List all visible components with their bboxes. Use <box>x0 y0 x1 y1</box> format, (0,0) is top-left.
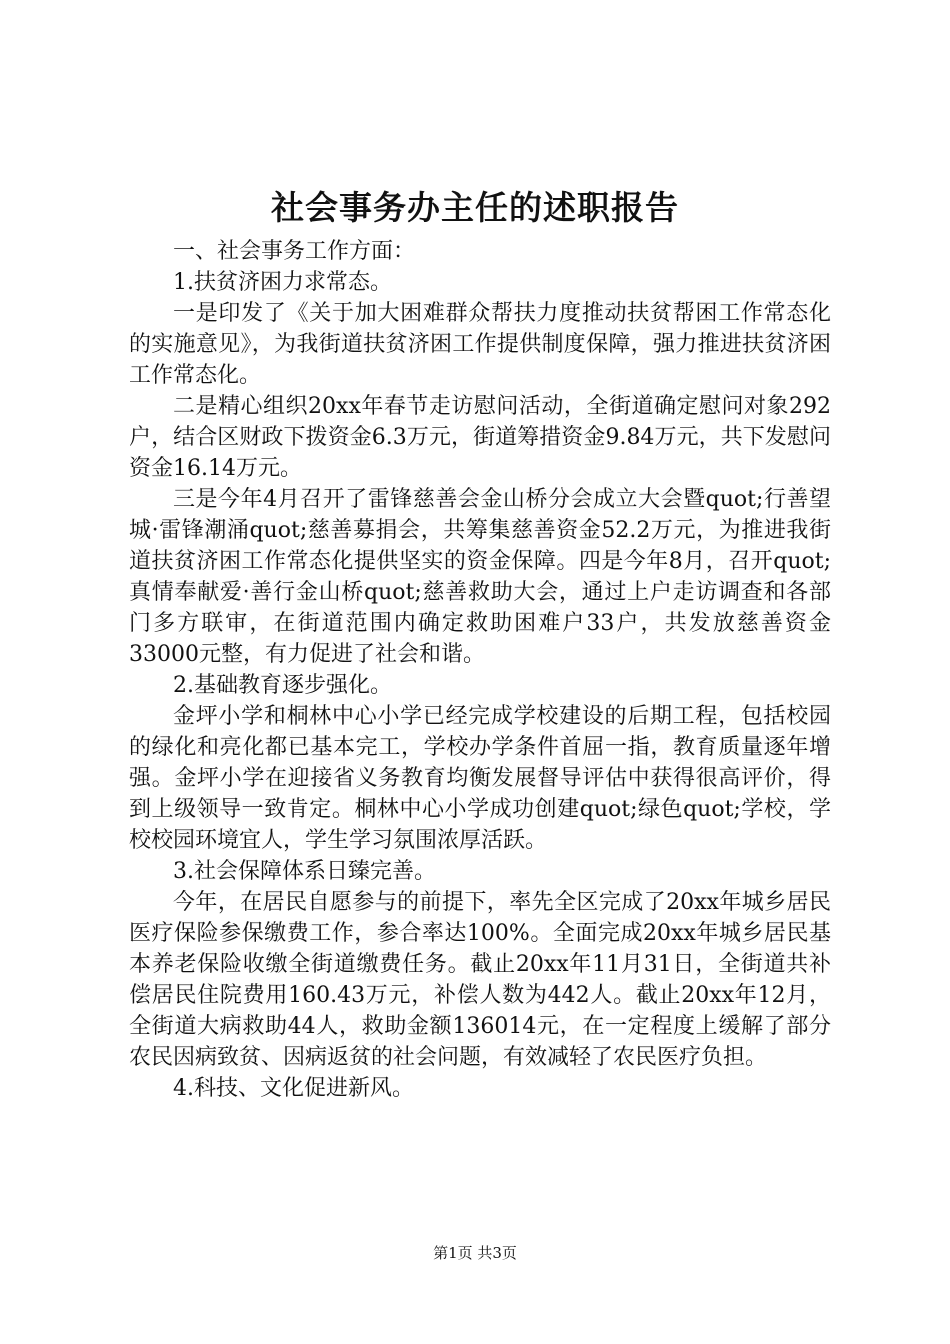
paragraph-subheading-1: 1.扶贫济困力求常态。 <box>173 270 392 295</box>
paragraph: 一是印发了《关于加大困难群众帮扶力度推动扶贫帮困工作常态化的实施意见》，为我街道扶贫济困工作提供制度保障，强力推进扶贫济困工作常态化。 <box>129 301 831 388</box>
document-body <box>129 236 831 1104</box>
paragraph-subheading-3: 3.社会保障体系日臻完善。 <box>173 859 436 884</box>
paragraph-section-heading: 一、社会事务工作方面： <box>173 239 416 264</box>
paragraph: 三是今年4月召开了雷锋慈善会金山桥分会成立大会暨quot;行善望城·雷锋潮涌quot;慈善募捐会，共筹集慈善资金52.2万元，为推进我街道扶贫济困工作常态化提供坚实的资金保障。四是今年8月，召开quot;真情奉献爱·善行金山桥quot;慈善救助大会，通过上户走访调查和各部门多方联审，在街道范围内确定救助困难户33户，共发放慈善资金33000元整，有力促进了社会和谐。 <box>129 487 831 667</box>
paragraph: 今年，在居民自愿参与的前提下，率先全区完成了20xx年城乡居民医疗保险参保缴费工作，参合率达100%。全面完成20xx年城乡居民基本养老保险收缴全街道缴费任务。截止20xx年11月31日，全街道共补偿居民住院费用160.43万元，补偿人数为442人。截止20xx年12月，全街道大病救助44人，救助金额136014元，在一定程度上缓解了部分农民因病致贫、因病返贫的社会问题，有效减轻了农民医疗负担。 <box>129 890 831 1070</box>
page-number-footer: 第1页 共3页 <box>433 1244 517 1262</box>
paragraph-subheading-2: 2.基础教育逐步强化。 <box>173 673 392 698</box>
paragraph: 二是精心组织20xx年春节走访慰问活动，全街道确定慰问对象292户，结合区财政下拨资金6.3万元，街道筹措资金9.84万元，共下发慰问资金16.14万元。 <box>129 394 831 481</box>
paragraph-subheading-4: 4.科技、文化促进新风。 <box>173 1076 414 1101</box>
paragraph: 金坪小学和桐林中心小学已经完成学校建设的后期工程，包括校园的绿化和亮化都已基本完工，学校办学条件首屈一指，教育质量逐年增强。金坪小学在迎接省义务教育均衡发展督导评估中获得很高评价，得到上级领导一致肯定。桐林中心小学成功创建quot;绿色quot;学校，学校校园环境宜人，学生学习氛围浓厚活跃。 <box>129 704 831 853</box>
document-title: 社会事务办主任的述职报告 <box>271 188 679 227</box>
